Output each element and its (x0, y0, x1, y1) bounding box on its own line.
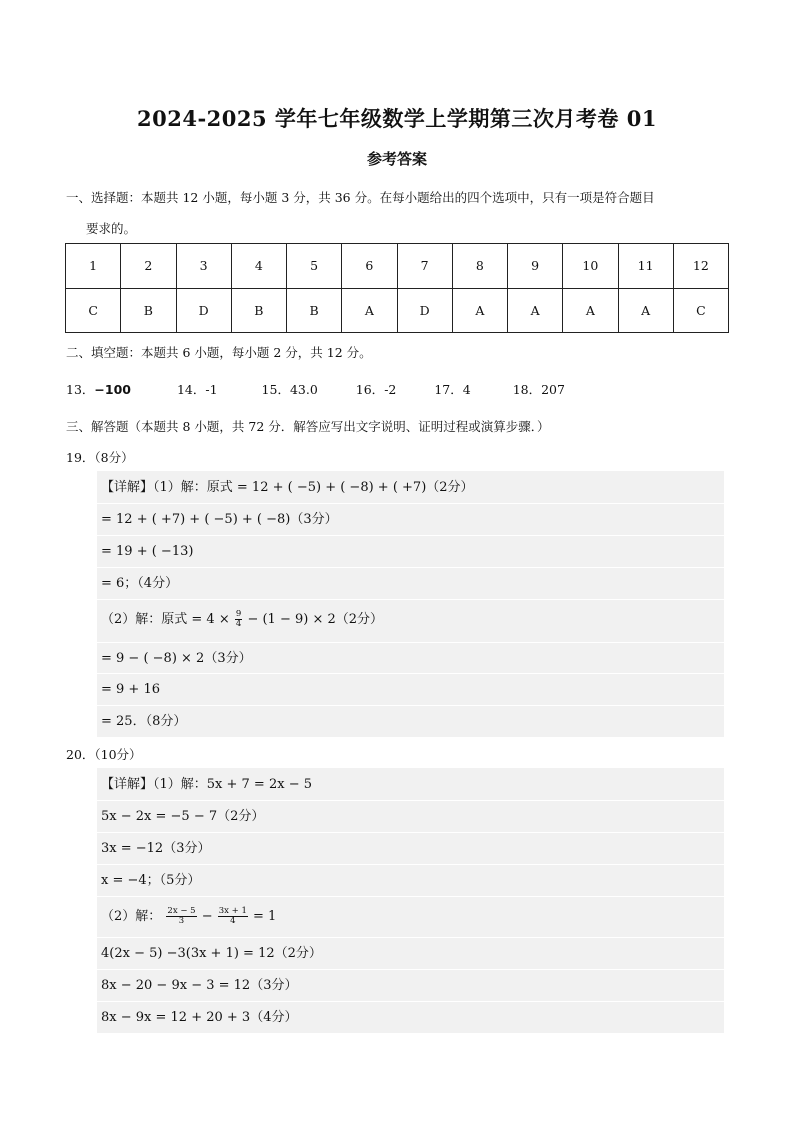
fill-item-answer: 43.0 (289, 382, 318, 397)
divider (97, 937, 724, 938)
divider (97, 535, 724, 536)
divider (97, 896, 724, 897)
fill-item-answer: 4 (462, 382, 471, 397)
table-cell-answer: A (452, 288, 507, 333)
fill-item-label: 17． (434, 382, 463, 397)
fraction-numerator: 9 (235, 609, 242, 619)
table-cell-answer: C (66, 288, 121, 333)
table-cell-answer: D (397, 288, 452, 333)
q19-step: = 25．（8分） (101, 714, 187, 729)
fraction (166, 907, 196, 926)
q19-part2-prefix: （2）解：原式 = 4 × (101, 612, 230, 627)
q20-label: 20．（10分） (66, 747, 142, 762)
divider (97, 599, 724, 600)
q20-step: x = −4；（5分） (101, 873, 201, 888)
divider (97, 503, 724, 504)
minus-sign: − (201, 909, 213, 924)
table-cell-number: 2 (121, 244, 176, 289)
divider (97, 832, 724, 833)
q20-step: 5x − 2x = −5 − 7（2分） (101, 809, 265, 824)
fill-item-label: 18． (512, 382, 542, 397)
table-cell-number: 9 (508, 244, 563, 289)
divider (97, 1001, 724, 1002)
fraction-denominator: 4 (230, 916, 236, 926)
section1-heading (66, 188, 655, 206)
q19-part2-step (101, 610, 383, 629)
q19-step: 【详解】（1）解：原式 = 12 + ( −5) + ( −8) + ( +7)（2分） (101, 480, 474, 495)
fill-item-label: 13． (66, 382, 95, 397)
page-subtitle: 参考答案 (366, 150, 427, 168)
q19-step: = 19 + ( −13) (101, 544, 194, 559)
divider (97, 567, 724, 568)
fraction-numerator: 3x + 1 (218, 906, 247, 916)
fraction (218, 907, 248, 926)
q19-step: = 9 − ( −8) × 2（3分） (101, 651, 252, 666)
fill-item-label: 14． (176, 382, 206, 397)
q20-step: 8x − 20 − 9x − 3 = 12（3分） (101, 978, 298, 993)
table-cell-number: 7 (397, 244, 452, 289)
fill-item-answer: 207 (541, 382, 565, 397)
divider (97, 705, 724, 706)
q20-step: 3x = −12（3分） (101, 841, 211, 856)
divider (97, 864, 724, 865)
divider (97, 642, 724, 643)
section1-heading-line2: 要求的。 (86, 221, 137, 236)
table-cell-number: 3 (176, 244, 231, 289)
table-cell-answer: A (342, 288, 397, 333)
table-cell-answer: A (563, 288, 618, 333)
section1-heading-line1: 一、选择题：本题共 12 小题，每小题 3 分，共 36 分。在每小题给出的四个选项中，只有一项是符合题目 (66, 190, 655, 205)
table-cell-number: 12 (673, 244, 728, 289)
table-cell-number: 8 (452, 244, 507, 289)
fill-item-label: 16． (355, 382, 385, 397)
answer-table (65, 243, 729, 333)
table-cell-answer: B (121, 288, 176, 333)
section1-heading-cont (86, 219, 136, 237)
divider (97, 800, 724, 801)
divider (97, 673, 724, 674)
fill-item-answer: -1 (205, 382, 218, 397)
fraction-numerator: 2x − 5 (167, 906, 196, 916)
fill-item-answer: −100 (94, 382, 131, 397)
table-cell-number: 1 (66, 244, 121, 289)
table-cell-number: 6 (342, 244, 397, 289)
q20-step: 【详解】（1）解：5x + 7 = 2x − 5 (101, 777, 312, 792)
table-cell-number: 11 (618, 244, 673, 289)
q20-step: 4(2x − 5) −3(3x + 1) = 12（2分） (101, 946, 322, 961)
fill-item-label: 15． (261, 382, 290, 397)
q19-step: = 9 + 16 (101, 682, 160, 697)
table-cell-answer: D (176, 288, 231, 333)
fraction-denominator: 3 (178, 916, 185, 926)
q20-part2-suffix: = 1 (253, 909, 277, 924)
q20-part2-step (101, 907, 276, 926)
fraction-denominator: 4 (235, 619, 242, 629)
q20-part2-prefix: （2）解： (101, 909, 162, 924)
fill-in-answers (66, 380, 565, 398)
section2-heading: 二、填空题：本题共 6 小题，每小题 2 分，共 12 分。 (66, 345, 372, 360)
table-cell-number: 4 (231, 244, 286, 289)
q19-label: 19．（8分） (66, 450, 134, 465)
fraction (235, 610, 242, 629)
fill-item-answer: -2 (384, 382, 397, 397)
q20-step: 8x − 9x = 12 + 20 + 3（4分） (101, 1010, 298, 1025)
table-cell-number: 5 (287, 244, 342, 289)
answer-table-number-row (66, 244, 729, 289)
table-cell-number: 10 (563, 244, 618, 289)
table-cell-answer: B (231, 288, 286, 333)
divider (97, 969, 724, 970)
section3-heading: 三、解答题（本题共 8 小题，共 72 分．解答应写出文字说明、证明过程或演算步骤．） (66, 419, 550, 434)
table-cell-answer: A (508, 288, 563, 333)
q19-part2-suffix: − (1 − 9) × 2（2分） (247, 612, 384, 627)
page-title: 2024-2025 学年七年级数学上学期第三次月考卷 01 (137, 106, 657, 131)
answer-table-answer-row (66, 288, 729, 333)
table-cell-answer: B (287, 288, 342, 333)
q19-step: = 12 + ( +7) + ( −5) + ( −8)（3分） (101, 512, 338, 527)
q19-step: = 6；（4分） (101, 576, 179, 591)
table-cell-answer: A (618, 288, 673, 333)
table-cell-answer: C (673, 288, 728, 333)
